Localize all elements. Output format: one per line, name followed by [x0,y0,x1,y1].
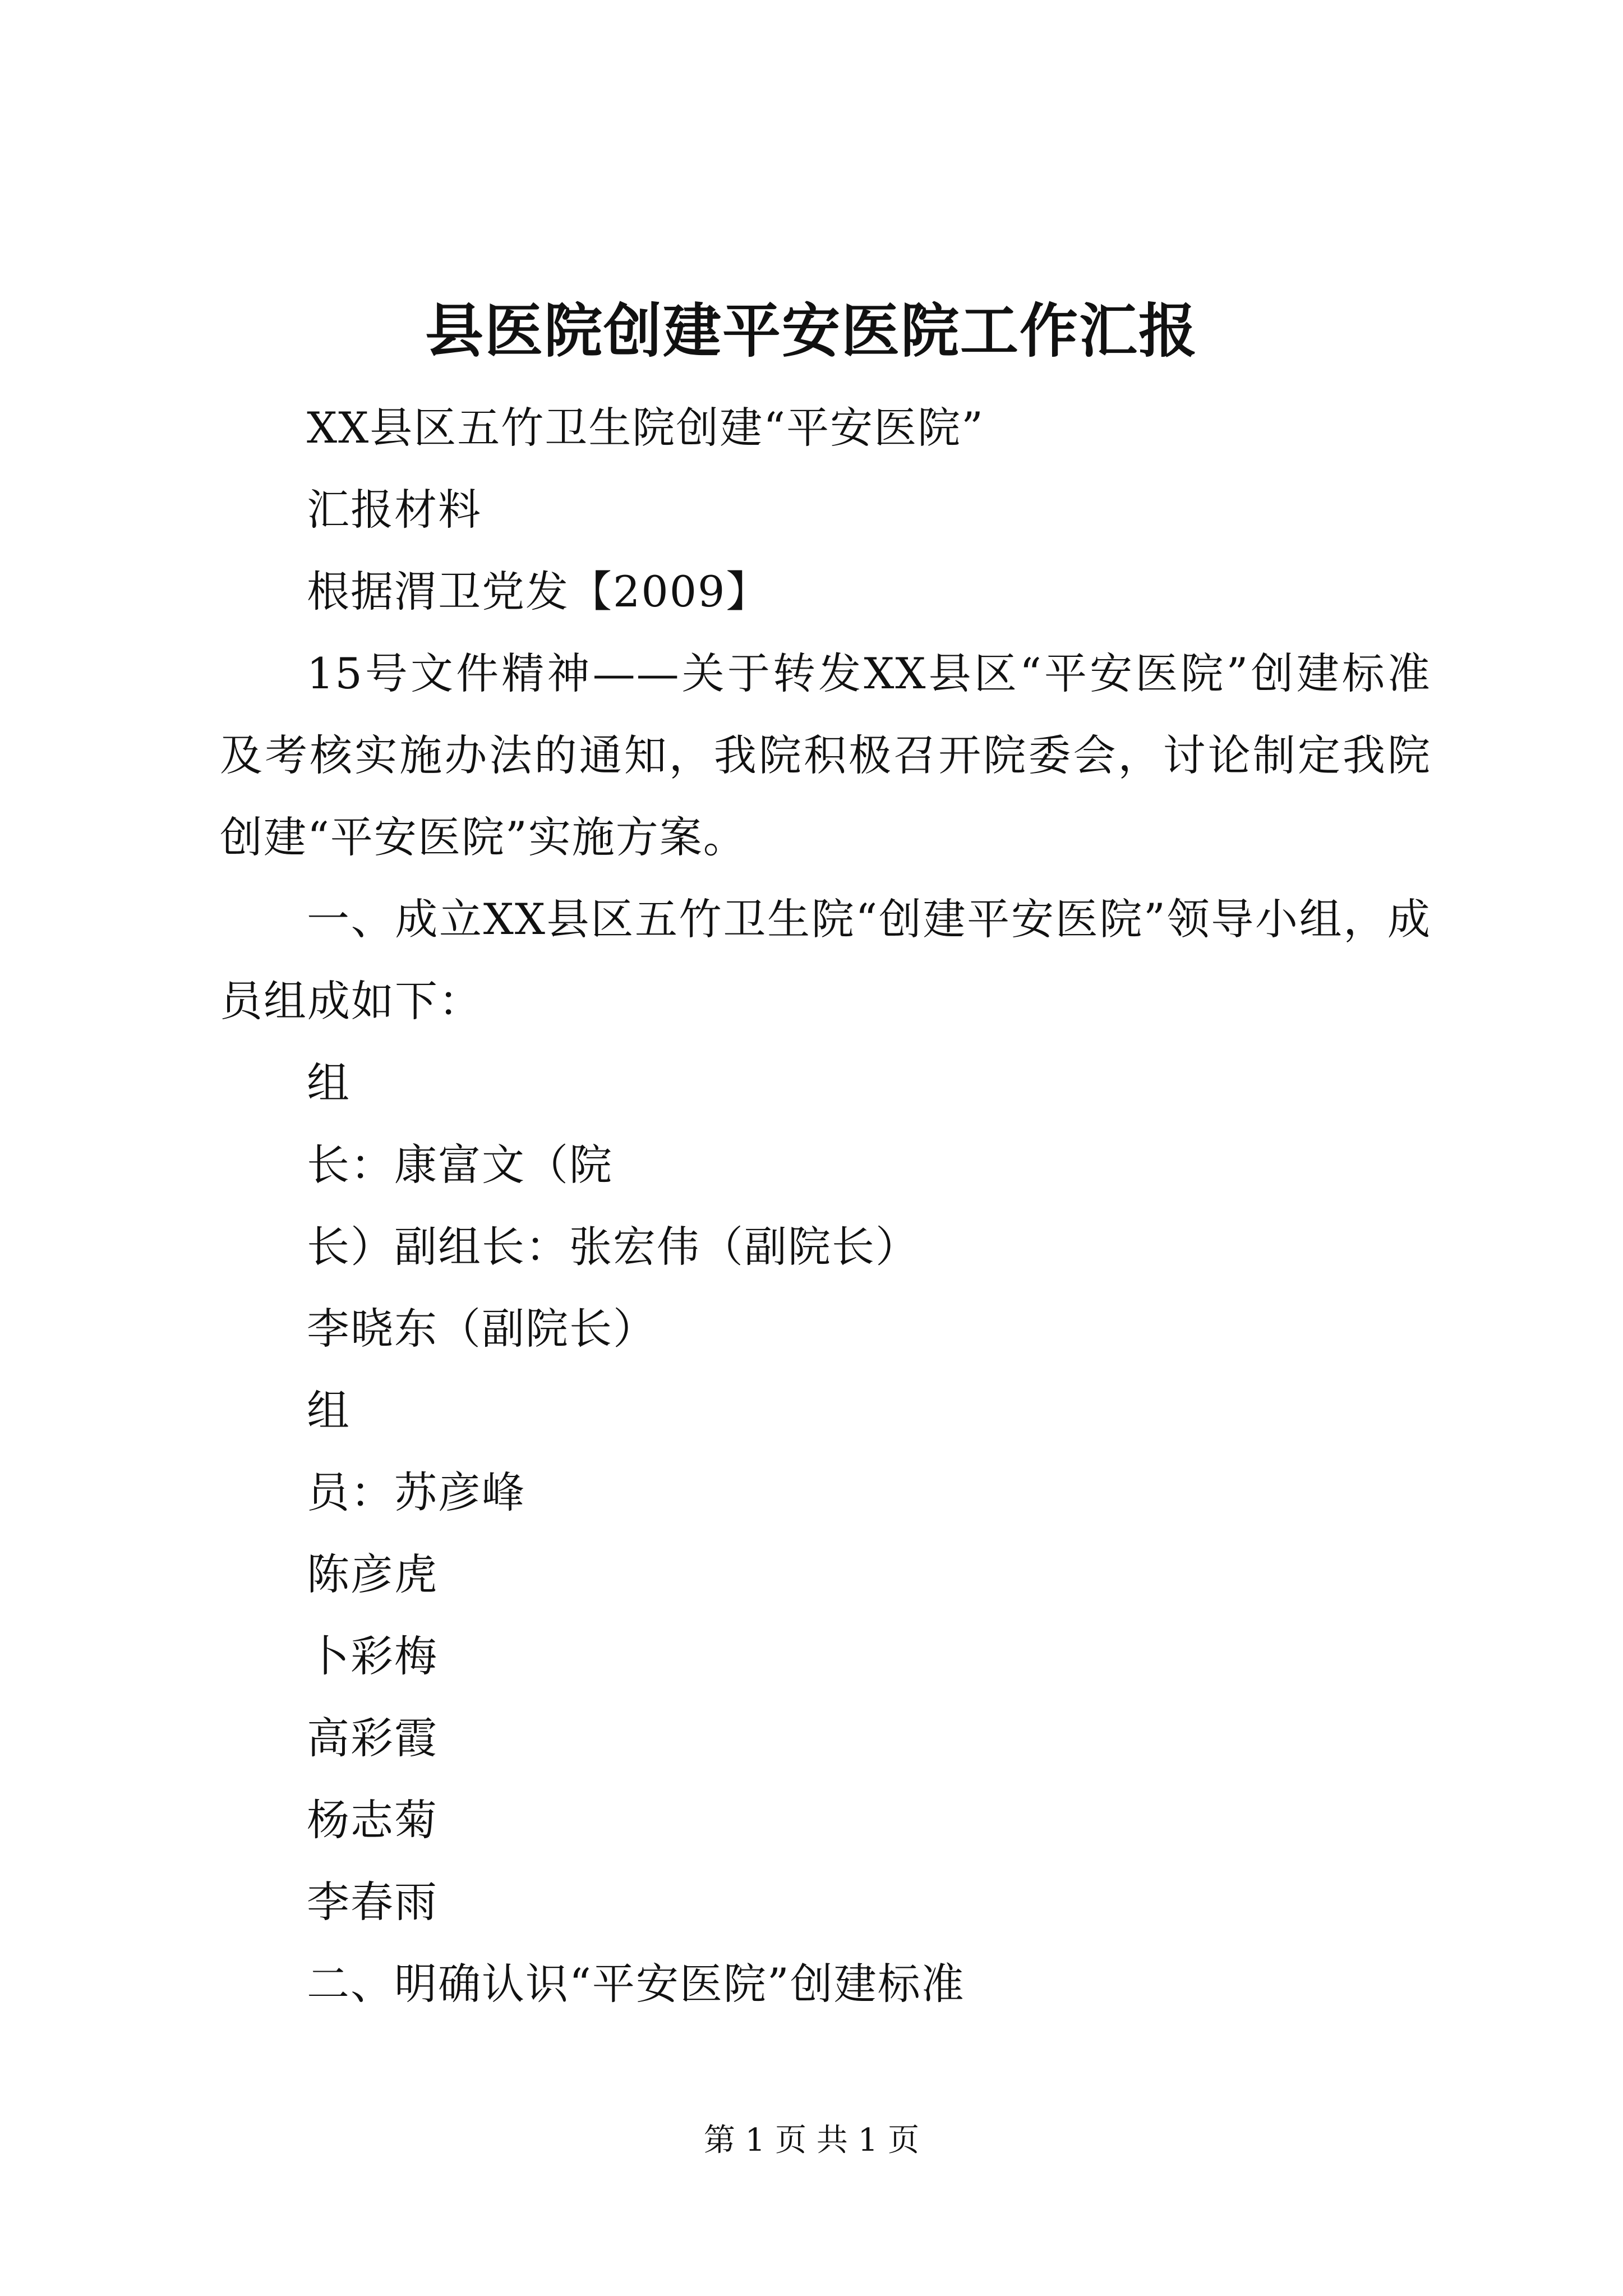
paragraph-member-4: 高彩霞 [307,1713,438,1763]
document-body [220,387,1431,2025]
paragraph-section-2: 二、明确认识“平安医院”创建标准 [307,1959,965,2009]
paragraph-member-1: 员：苏彦峰 [307,1467,525,1517]
paragraph-group-leader: 长：康富文（院 [307,1140,613,1190]
paragraph-deputy-leader-2: 李晓东（副院长） [307,1304,657,1354]
paragraph-heading-line-1: XX县区五竹卫生院创建“平安医院” [307,403,984,453]
paragraph-heading-line-2: 汇报材料 [307,485,482,535]
paragraph-member-5: 杨志菊 [307,1795,438,1845]
paragraph-member-3: 卜彩梅 [307,1631,438,1681]
page-footer: 第 1 页 共 1 页 [703,2122,920,2159]
document-title: 县医院创建平安医院工作汇报 [425,296,1198,365]
paragraph-member-2: 陈彦虎 [307,1549,438,1599]
paragraph-reference: 根据渭卫党发【2009】 [307,567,770,616]
paragraph-member-label: 组 [307,1386,351,1435]
paragraph-section-1: 一、成立XX县区五竹卫生院“创建平安医院”领导小组，成员组成如下： [220,894,1431,1026]
paragraph-group-label: 组 [307,1058,351,1108]
paragraph-intro: 15号文件精神——关于转发XX县区“平安医院”创建标准及考核实施办法的通知，我院积极召开院委会，讨论制定我院创建“平安医院”实施方案。 [220,648,1431,862]
paragraph-deputy-leader: 长）副组长：张宏伟（副院长） [307,1222,919,1272]
paragraph-member-6: 李春雨 [307,1877,438,1927]
